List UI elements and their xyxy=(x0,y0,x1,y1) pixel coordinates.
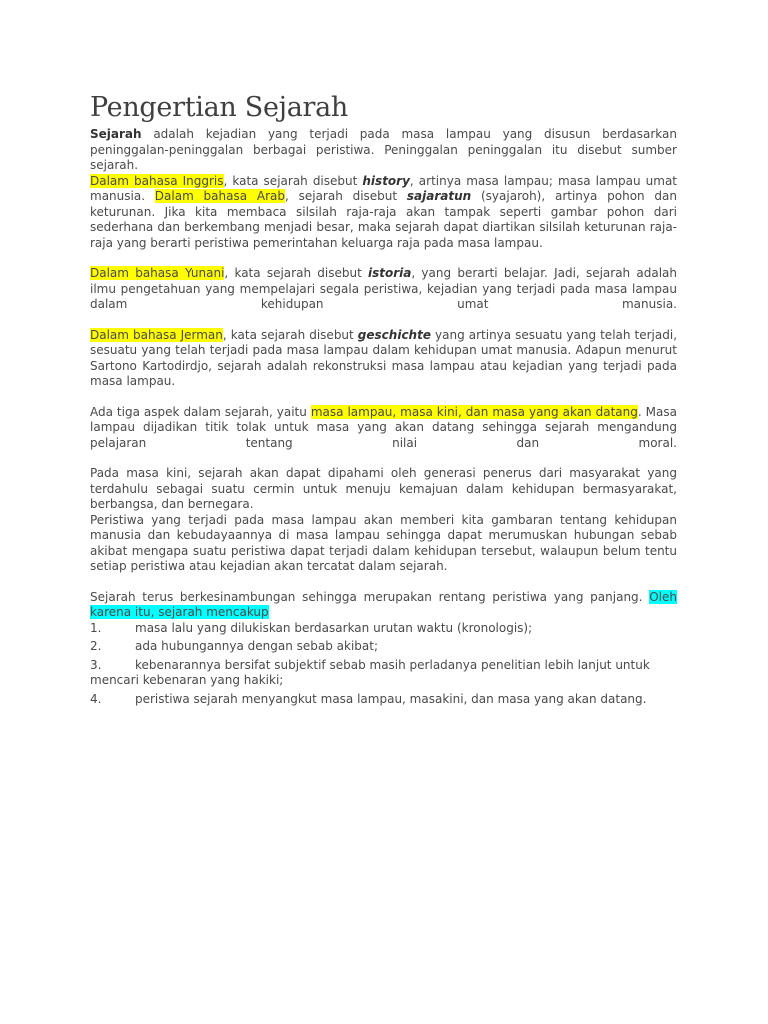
list-item: 4. peristiwa sejarah menyangkut masa lampau, masakini, dan masa yang akan datang. xyxy=(90,691,647,706)
paragraph-events: Peristiwa yang terjadi pada masa lampau akan memberi kita gambaran tentang kehidupan manusia dan kebudayaannya di masa lampau sehingga dapat merumuskan hubungan sebab akibat mengapa suatu peristiwa dapat terjadi dalam kehidupan tersebut, walaupun belum tentu setiap peristiwa atau kejadian akan tercatat dalam sejarah. xyxy=(90,512,677,573)
page-title: Pengertian Sejarah xyxy=(90,92,348,123)
term-istoria: istoria xyxy=(368,266,412,280)
highlight-inggris: Dalam bahasa Inggris xyxy=(90,173,224,188)
highlight-jerman: Dalam bahasa Jerman xyxy=(90,327,223,342)
term-geschichte: geschichte xyxy=(357,327,431,342)
paragraph-three-aspects: Ada tiga aspek dalam sejarah, yaitu masa lampau, masa kini, dan masa yang akan datang. Masa lampau dijadikan titik tolak untuk masa yang akan datang sehingga sejarah mengandung pelajaran tentang nilai dan moral. xyxy=(90,404,677,450)
paragraph-english-arabic: Dalam bahasa Inggris, kata sejarah disebut history, artinya masa lampau; masa lampau umat manusia. Dalam bahasa Arab, sejarah disebut sajaratun (syajaroh), artinya pohon dan keturunan. Jika kita membaca silsilah raja-raja akan tampak seperti gambar pohon dari sederhana dan berkembang menjadi besar, maka sejarah dapat diartikan silsilah keturunan raja-raja yang berarti peristiwa pemerintahan keluarga raja pada masa lampau. xyxy=(90,173,678,250)
term-history: history xyxy=(362,173,410,188)
document-page xyxy=(90,92,677,710)
paragraph-german: Dalam bahasa Jerman, kata sejarah disebut geschichte yang artinya sesuatu yang telah terjadi, sesuatu yang telah terjadi pada masa lampau dalam kehidupan umat manusia. Adapun menurut Sartono Kartodirdjo, sejarah adalah rekonstruksi masa lampau atau kejadian yang terjadi pada masa lampau. xyxy=(90,327,678,388)
list-item: 2. ada hubungannya dengan sebab akibat; xyxy=(90,639,379,653)
highlight-three-aspects: masa lampau, masa kini, dan masa yang akan datang xyxy=(310,404,638,419)
numbered-list xyxy=(90,621,677,708)
paragraph-definition: Sejarah adalah kejadian yang terjadi pada masa lampau yang disusun berdasarkan peninggalan-peninggalan berbagai peristiwa. Peninggalan peninggalan itu disebut sumber sejarah. xyxy=(90,127,677,172)
list-item: 1. masa lalu yang dilukiskan berdasarkan urutan waktu (kronologis); xyxy=(90,620,533,635)
highlight-yunani: Dalam bahasa Yunani xyxy=(90,266,225,280)
paragraph-greek: Dalam bahasa Yunani, kata sejarah disebut istoria, yang berarti belajar. Jadi, sejarah adalah ilmu pengetahuan yang mempelajari segala peristiwa, kejadian yang terjadi pada masa lampau dalam kehidupan umat manusia. xyxy=(90,266,678,311)
term-sejarah: Sejarah xyxy=(90,127,142,141)
paragraph-continuity: Sejarah terus berkesinambungan sehingga merupakan rentang peristiwa yang panjang. Oleh karena itu, sejarah mencakup xyxy=(90,589,677,619)
highlight-mencakup: Oleh karena itu, sejarah mencakup xyxy=(90,589,677,619)
paragraph-present: Pada masa kini, sejarah akan dapat dipahami oleh generasi penerus dari masyarakat yang terdahulu sebagai suatu cermin untuk menuju kemajuan dalam kehidupan bermasyarakat, berbangsa, dan bernegara. xyxy=(90,466,677,511)
list-item: 3. kebenarannya bersifat subjektif sebab masih perladanya penelitian lebih lanjut untuk mencari kebenaran yang hakiki; xyxy=(90,657,650,687)
highlight-arab: Dalam bahasa Arab xyxy=(154,189,285,203)
term-sajaratun: sajaratun xyxy=(406,189,472,203)
